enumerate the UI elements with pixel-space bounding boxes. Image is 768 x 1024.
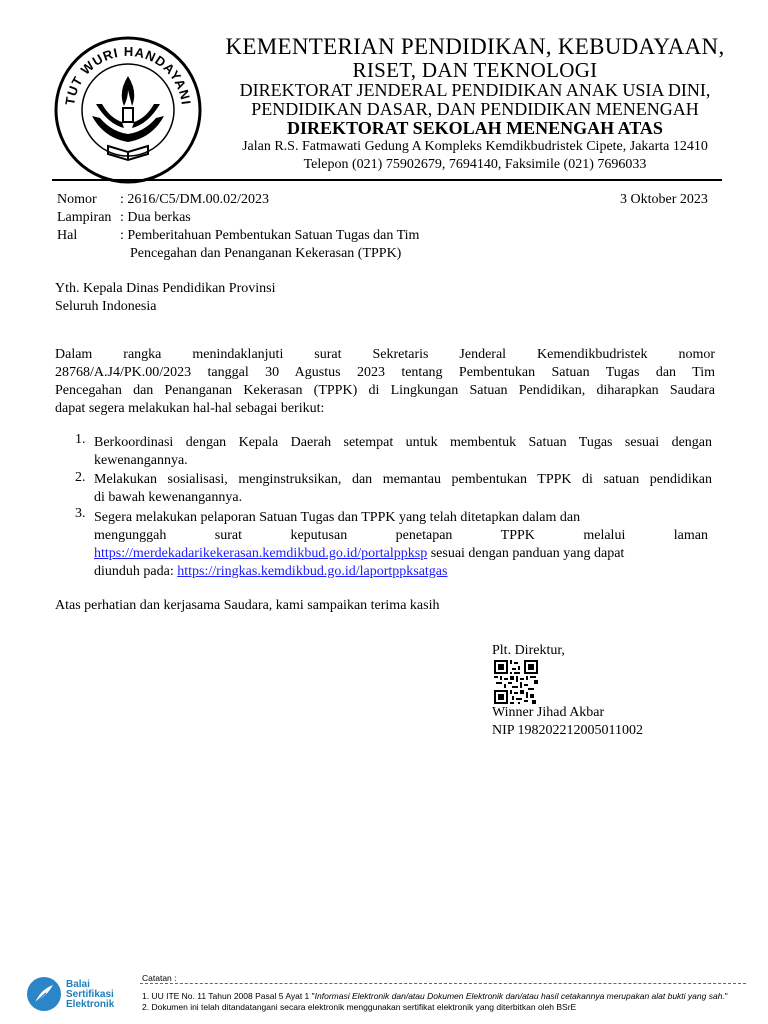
signatory-name: Winner Jihad Akbar xyxy=(492,705,605,720)
nomor-label: Nomor xyxy=(57,192,97,207)
tut-wuri-handayani-logo xyxy=(52,34,204,186)
hal-value: : Pemberitahuan Pembentukan Satuan Tugas dan Tim xyxy=(120,228,420,243)
letterhead-ministry: KEMENTERIAN PENDIDIKAN, KEBUDAYAAN, xyxy=(225,34,725,59)
footer-note-1-suffix: " xyxy=(724,991,728,1001)
body-paragraph-line3: Pencegahan dan Penanganan Kekerasan (TPPK) di Lingkungan Satuan Pendidikan, diharapkan Saudara xyxy=(55,383,715,398)
hal-value-line2: Pencegahan dan Penanganan Kekerasan (TPPK) xyxy=(130,246,402,261)
recipient-line2: Seluruh Indonesia xyxy=(55,299,157,314)
signatory-nip: NIP 198202212005011002 xyxy=(492,723,644,738)
letterhead-address: Jalan R.S. Fatmawati Gedung A Kompleks Kemdikbudristek Cipete, Jakarta 12410 xyxy=(242,139,708,154)
bse-label-line2: Sertifikasi xyxy=(66,989,114,1000)
letterhead-divider xyxy=(52,179,722,181)
list-item-3-line3-rest: sesuai dengan panduan yang dapat xyxy=(427,546,625,561)
bse-label-line1: Balai xyxy=(66,979,90,990)
recipient-line1: Yth. Kepala Dinas Pendidikan Provinsi xyxy=(55,281,276,296)
body-paragraph-line4: dapat segera melakukan hal-hal sebagai berikut: xyxy=(55,401,325,416)
footer-dashed-rule xyxy=(140,983,746,984)
list-number-2: 2. xyxy=(75,470,86,485)
list-number-3: 3. xyxy=(75,506,86,521)
letterhead-ministry-2: RISET, DAN TEKNOLOGI xyxy=(352,58,598,82)
letter-date: 3 Oktober 2023 xyxy=(620,192,708,207)
list-item-2-line1: Melakukan sosialisasi, menginstruksikan, dan memantau pembentukan TPPK di satuan pendidikan xyxy=(94,472,712,487)
nomor-value: : 2616/C5/DM.00.02/2023 xyxy=(120,192,269,207)
letterhead-directorate-general-2: PENDIDIKAN DASAR, DAN PENDIDIKAN MENENGAH xyxy=(251,99,699,119)
laporan-ppk-satgas-link[interactable]: https://ringkas.kemdikbud.go.id/laportppksatgas xyxy=(177,564,448,579)
list-item-3-line2: mengunggah surat keputusan penetapan TPPK melalui laman xyxy=(94,528,708,543)
list-item-3-line3 xyxy=(94,545,624,563)
footer-note-1 xyxy=(142,991,728,1001)
lampiran-label: Lampiran xyxy=(57,210,112,225)
logo-arc-text: TUT WURI HANDAYANI xyxy=(62,43,194,107)
body-paragraph-line2: 28768/A.J4/PK.00/2023 tanggal 30 Agustus 2023 tentang Pembentukan Satuan Tugas dan Tim xyxy=(55,365,715,380)
footer-note-2: 2. Dokumen ini telah ditandatangani secara elektronik menggunakan sertifikat elektronik yang diterbitkan oleh BSrE xyxy=(142,1002,577,1012)
bse-logo xyxy=(26,976,62,1012)
list-item-1-line2: kewenangannya. xyxy=(94,453,188,468)
body-paragraph-line1: Dalam rangka menindaklanjuti surat Sekretaris Jenderal Kemendikbudristek nomor xyxy=(55,347,715,362)
closing-sentence: Atas perhatian dan kerjasama Saudara, kami sampaikan terima kasih xyxy=(55,598,440,613)
footer-note-1-prefix: 1. UU ITE No. 11 Tahun 2008 Pasal 5 Ayat 1 " xyxy=(142,991,315,1001)
letterhead-directorate: DIREKTORAT SEKOLAH MENENGAH ATAS xyxy=(287,118,663,138)
signatory-title: Plt. Direktur, xyxy=(492,643,565,658)
lampiran-value: : Dua berkas xyxy=(120,210,191,225)
list-item-1-line1: Berkoordinasi dengan Kepala Daerah setempat untuk membentuk Satuan Tugas sesuai dengan xyxy=(94,435,712,450)
list-item-3-line4-prefix: diunduh pada: xyxy=(94,564,178,579)
bse-label-line3: Elektronik xyxy=(66,999,115,1010)
letterhead-phone: Telepon (021) 75902679, 7694140, Faksimile (021) 7696033 xyxy=(303,157,647,172)
footer-note-1-quote: Informasi Elektronik dan/atau Dokumen Elektronik dan/atau hasil cetakannya merupakan alat bukti yang sah. xyxy=(314,991,725,1001)
letterhead-directorate-general: DIREKTORAT JENDERAL PENDIDIKAN ANAK USIA DINI, xyxy=(239,80,711,100)
list-number-1: 1. xyxy=(75,432,86,447)
logo-emblem-icon xyxy=(52,34,204,186)
bse-feather-icon xyxy=(26,976,62,1012)
list-item-3-line1: Segera melakukan pelaporan Satuan Tugas dan TPPK yang telah ditetapkan dalam dan xyxy=(94,510,581,525)
portal-ppksp-link[interactable]: https://merdekadarikekerasan.kemdikbud.go.id/portalppksp xyxy=(94,546,428,561)
list-item-2-line2: di bawah kewenangannya. xyxy=(94,490,243,505)
list-item-3-line4 xyxy=(94,563,447,581)
hal-label: Hal xyxy=(57,228,78,243)
qr-code-icon xyxy=(494,660,538,704)
qr-code-signature xyxy=(494,660,538,704)
footer-notes-heading: Catatan : xyxy=(142,973,177,983)
